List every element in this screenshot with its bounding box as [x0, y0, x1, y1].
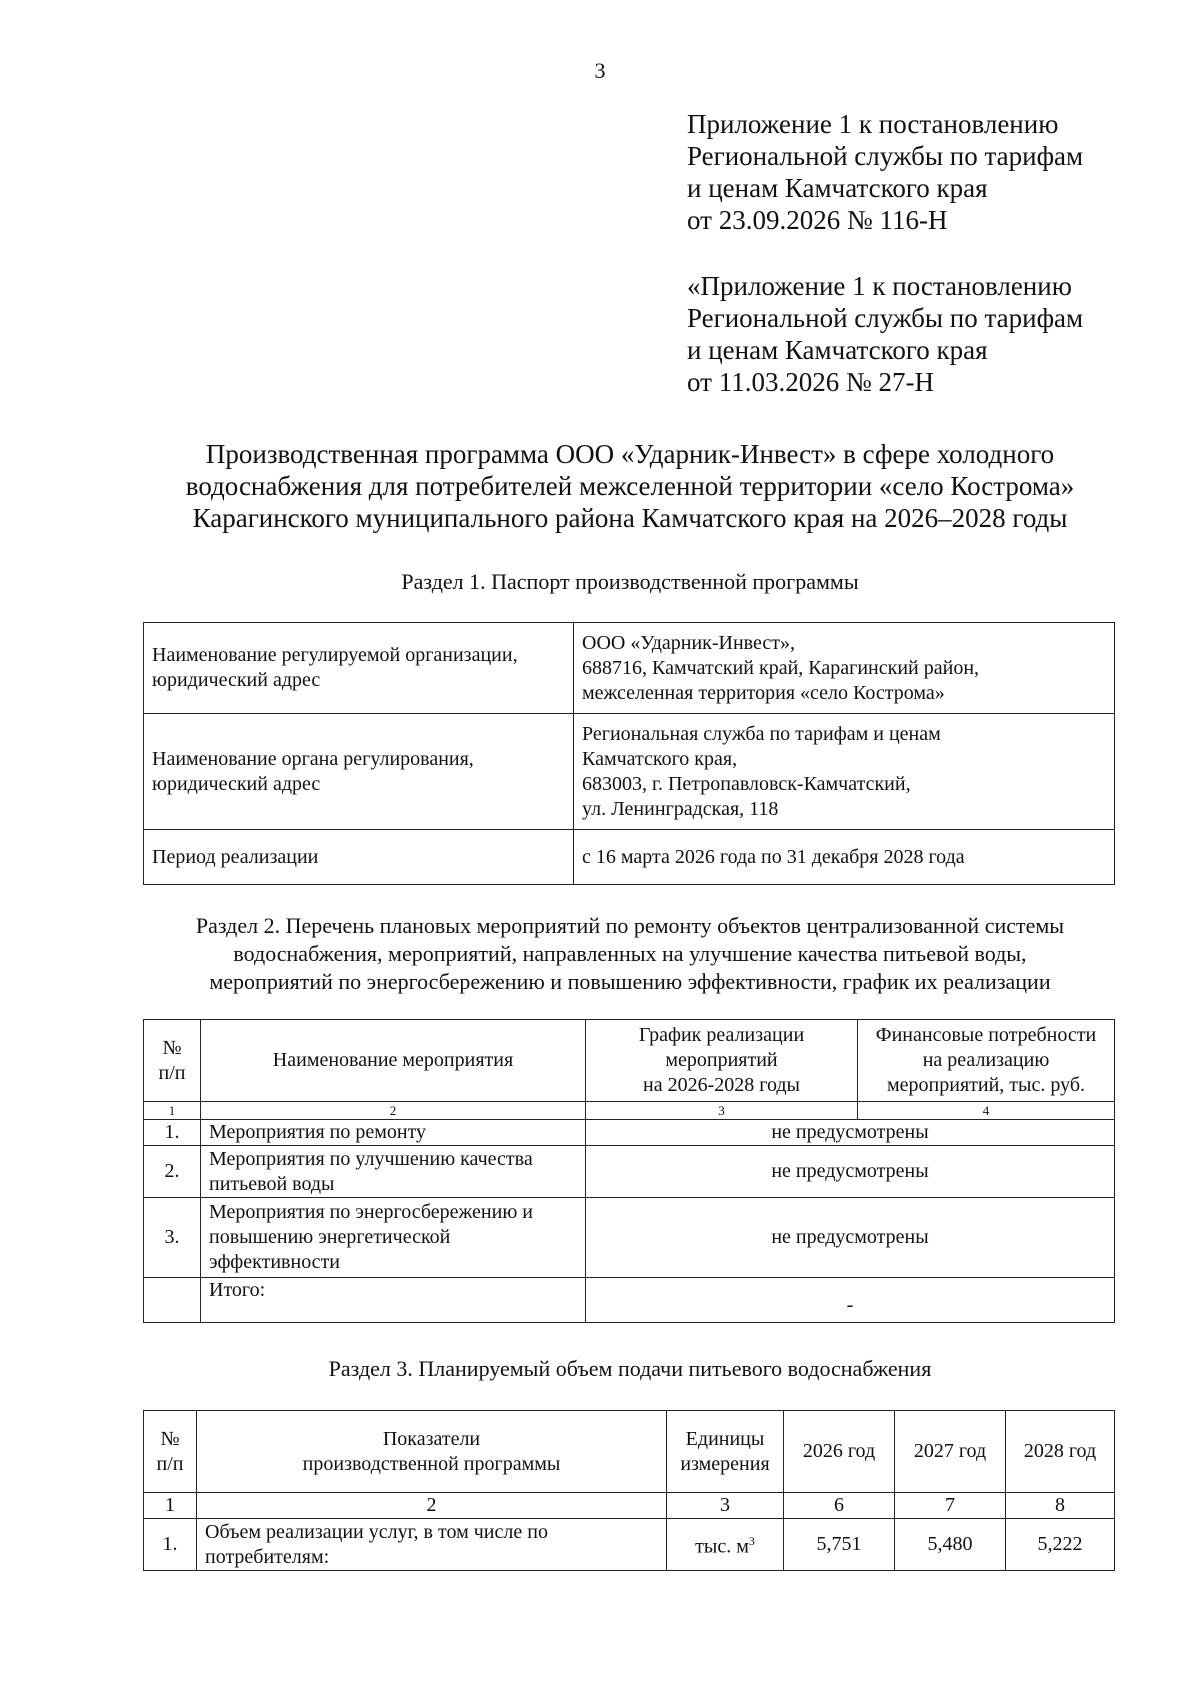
- value-line: ООО «Ударник-Инвест»,: [582, 631, 795, 654]
- value-line: Региональная служба по тарифам и ценам: [582, 722, 941, 745]
- header-line: измерения: [680, 1452, 770, 1475]
- total-num: [144, 1278, 201, 1323]
- appendix-line: и ценам Камчатского края: [687, 173, 988, 203]
- table-row: [144, 830, 1115, 885]
- header-line: п/п: [158, 1061, 186, 1084]
- column-number: 2: [197, 1493, 667, 1519]
- column-number: 1: [144, 1102, 201, 1120]
- activity-value: не предусмотрены: [586, 1198, 1115, 1278]
- header-schedule: [586, 1020, 858, 1102]
- total-row: [144, 1278, 1115, 1323]
- row-num: 1.: [144, 1519, 197, 1571]
- activity-line: Мероприятия по энергосбережению и: [209, 1201, 533, 1223]
- column-number: 4: [858, 1102, 1115, 1120]
- appendix-line: Региональной службы по тарифам: [687, 303, 1084, 333]
- header-finance: [858, 1020, 1115, 1102]
- label-line: Наименование регулируемой организации,: [152, 644, 518, 666]
- value-line: ул. Ленинградская, 118: [582, 797, 779, 820]
- header-line: №: [162, 1036, 182, 1059]
- header-line: №: [160, 1427, 180, 1450]
- column-number: 7: [895, 1493, 1006, 1519]
- appendix-line: Приложение 1 к постановлению: [687, 109, 1059, 139]
- section1-passport-table: [143, 622, 1115, 885]
- value-2026: 5,751: [784, 1519, 895, 1571]
- table-row: [144, 1120, 1115, 1146]
- table-row: [144, 1198, 1115, 1278]
- appendix-line: от 23.09.2026 № 116-Н: [687, 205, 948, 235]
- value-line: Камчатского края,: [582, 747, 738, 770]
- label-line: Наименование органа регулирования,: [152, 747, 474, 770]
- row-num: 3.: [144, 1198, 201, 1278]
- column-number: 8: [1006, 1493, 1115, 1519]
- header-unit: [667, 1411, 784, 1493]
- table-header-row: [144, 1411, 1115, 1493]
- value-2027: 5,480: [895, 1519, 1006, 1571]
- total-label: Итого:: [201, 1278, 586, 1323]
- header-name: Наименование мероприятия: [201, 1020, 586, 1102]
- header-line: мероприятий: [665, 1049, 778, 1071]
- label-line: юридический адрес: [152, 669, 321, 691]
- activity-line: Мероприятия по ремонту: [209, 1121, 427, 1143]
- column-number-row: [144, 1493, 1115, 1519]
- label-line: юридический адрес: [152, 772, 321, 795]
- header-line: Единицы: [685, 1427, 765, 1450]
- section2-title-line: Раздел 2. Перечень плановых мероприятий по ремонту объектов централизованной системы: [195, 913, 1065, 938]
- activity-value: не предусмотрены: [586, 1120, 1115, 1146]
- section3-volume-table: [143, 1410, 1115, 1571]
- appendix-line: Региональной службы по тарифам: [687, 141, 1084, 171]
- header-year-2028: 2028 год: [1006, 1411, 1115, 1493]
- header-line: График реализации: [638, 1024, 805, 1046]
- unit-cell: [667, 1519, 784, 1571]
- value-line: 688716, Камчатский край, Карагинский район,: [582, 656, 980, 679]
- appendix-original: [687, 270, 1083, 398]
- row-num: 2.: [144, 1146, 201, 1198]
- passport-value: [574, 623, 1115, 714]
- activity-name: [201, 1198, 586, 1278]
- title-line: Карагинского муниципального района Камчатского края на 2026–2028 годы: [192, 503, 1068, 533]
- section1-title-text: Раздел 1. Паспорт производственной программы: [401, 569, 859, 594]
- column-number: 3: [586, 1102, 858, 1120]
- activity-name: [201, 1146, 586, 1198]
- header-line: производственной программы: [302, 1452, 561, 1475]
- header-num: [144, 1411, 197, 1493]
- appendix-line: «Приложение 1 к постановлению: [687, 271, 1072, 301]
- header-line: п/п: [156, 1452, 184, 1475]
- header-line: мероприятий, тыс. руб.: [887, 1074, 1085, 1096]
- section3-title-text: Раздел 3. Планируемый объем подачи питьевого водоснабжения: [328, 1356, 932, 1381]
- document-title: [110, 438, 1150, 534]
- appendix-line: и ценам Камчатского края: [687, 335, 988, 365]
- total-value: -: [586, 1278, 1115, 1323]
- column-number: 1: [144, 1493, 197, 1519]
- title-line: Производственная программа ООО «Ударник-Инвест» в сфере холодного: [205, 439, 1055, 469]
- passport-label: [144, 714, 574, 830]
- section2-title-line: водоснабжения, мероприятий, направленных на улучшение качества питьевой воды,: [233, 941, 1027, 966]
- table-row: [144, 714, 1115, 830]
- header-year-2027: 2027 год: [895, 1411, 1006, 1493]
- section3-title: [110, 1355, 1150, 1383]
- section2-title: [110, 912, 1150, 996]
- column-number: 2: [201, 1102, 586, 1120]
- activity-line: повышению энергетической: [209, 1226, 451, 1248]
- value-line: с 16 марта 2026 года по 31 декабря 2028 года: [582, 845, 965, 868]
- activity-name: [201, 1120, 586, 1146]
- activity-line: эффективности: [209, 1251, 341, 1273]
- activity-line: питьевой воды: [209, 1172, 335, 1195]
- header-indicator: [197, 1411, 667, 1493]
- page-number: 3: [594, 58, 606, 83]
- table-row: [144, 623, 1115, 714]
- unit-superscript: 3: [748, 1534, 755, 1549]
- label-line: Период реализации: [152, 845, 319, 868]
- header-line: на реализацию: [922, 1049, 1050, 1071]
- section2-title-line: мероприятий по энергосбережению и повышению эффективности, график их реализации: [209, 969, 1051, 994]
- activity-line: Мероприятия по улучшению качества: [209, 1147, 533, 1170]
- unit-text: тыс. м: [695, 1535, 749, 1558]
- indicator-line: потребителям:: [205, 1545, 330, 1568]
- value-line: межселенная территория «село Кострома»: [582, 681, 945, 704]
- passport-value: [574, 714, 1115, 830]
- table-header-row: [144, 1020, 1115, 1102]
- title-line: водоснабжения для потребителей межселенной территории «село Кострома»: [185, 471, 1075, 501]
- header-line: Показатели: [382, 1427, 481, 1450]
- header-num: [144, 1020, 201, 1102]
- value-2028: 5,222: [1006, 1519, 1115, 1571]
- indicator-name: [197, 1519, 667, 1571]
- activity-value: не предусмотрены: [586, 1146, 1115, 1198]
- passport-label: [144, 830, 574, 885]
- header-line: на 2026-2028 годы: [643, 1074, 800, 1096]
- section1-title: [110, 568, 1150, 596]
- header-year-2026: 2026 год: [784, 1411, 895, 1493]
- indicator-line: Объем реализации услуг, в том числе по: [205, 1520, 548, 1543]
- passport-value: [574, 830, 1115, 885]
- appendix-line: от 11.03.2026 № 27-Н: [687, 367, 934, 397]
- column-number: 6: [784, 1493, 895, 1519]
- table-row: [144, 1519, 1115, 1571]
- column-number-row: [144, 1102, 1115, 1120]
- header-line: Финансовые потребности: [875, 1024, 1097, 1046]
- column-number: 3: [667, 1493, 784, 1519]
- section2-activities-table: [143, 1019, 1115, 1323]
- appendix-current: [687, 108, 1083, 236]
- passport-label: [144, 623, 574, 714]
- row-num: 1.: [144, 1120, 201, 1146]
- table-row: [144, 1146, 1115, 1198]
- value-line: 683003, г. Петропавловск-Камчатский,: [582, 772, 911, 795]
